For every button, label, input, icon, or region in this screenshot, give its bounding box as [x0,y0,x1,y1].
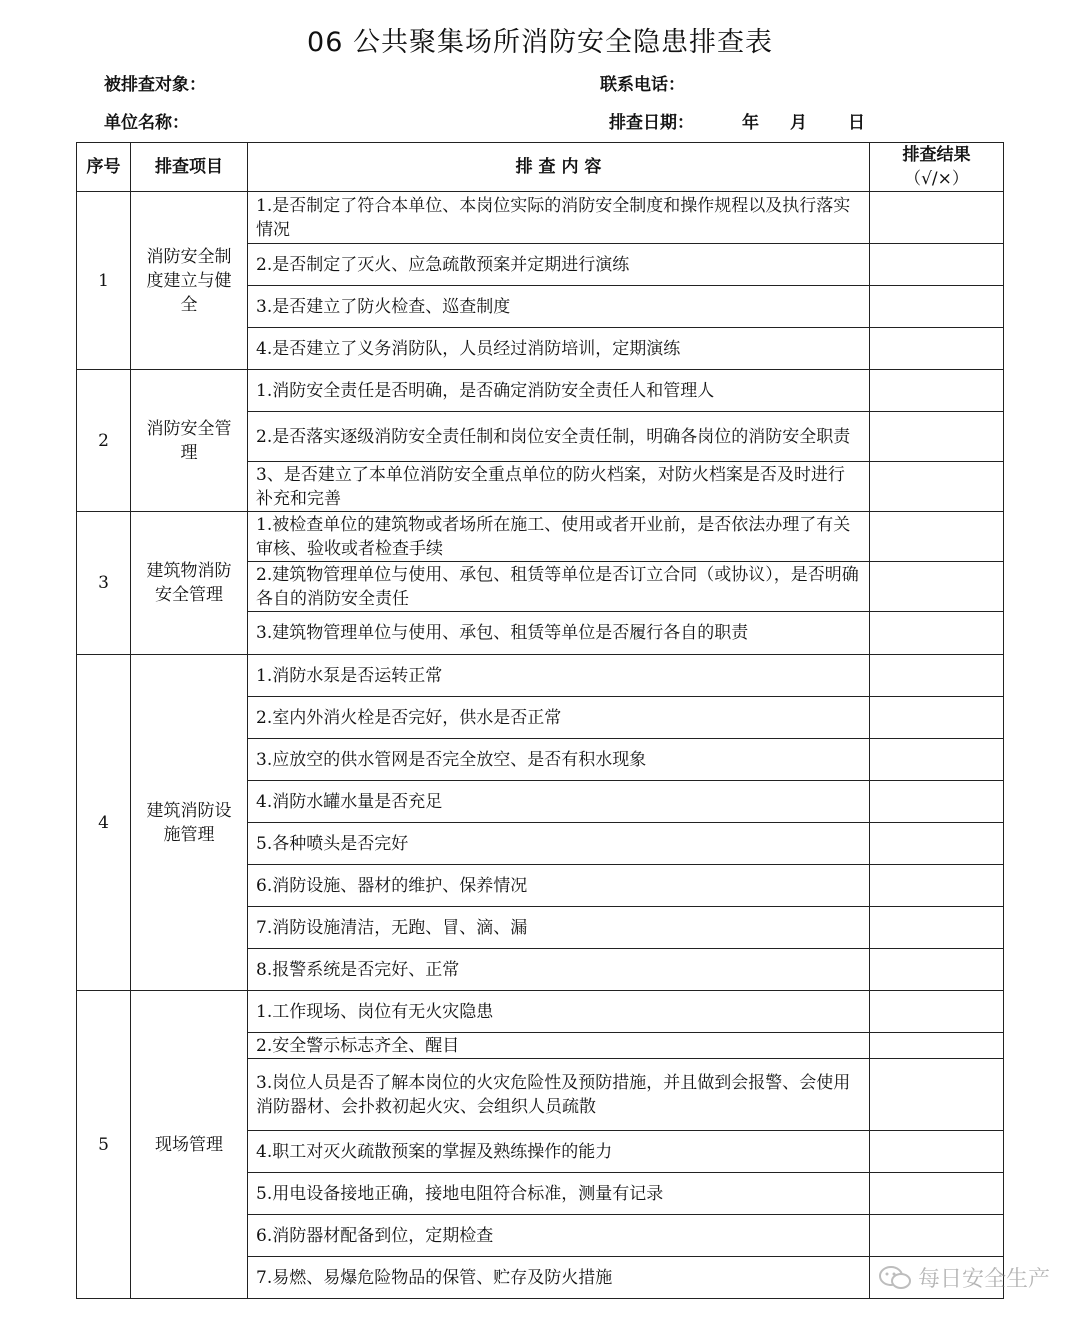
header-seq: 序号 [77,143,131,192]
check-item: 4.消防水罐水量是否充足 [248,781,870,823]
check-item: 3.应放空的供水管网是否完全放空、是否有积水现象 [248,739,870,781]
result-cell[interactable] [870,655,1004,697]
result-cell[interactable] [870,1215,1004,1257]
section-number: 4 [77,655,131,991]
watermark [878,1262,1050,1293]
check-item: 2.是否落实逐级消防安全责任制和岗位安全责任制，明确各岗位的消防安全职责 [248,412,870,462]
result-cell[interactable] [870,1173,1004,1215]
check-item: 4.职工对灭火疏散预案的掌握及熟练操作的能力 [248,1131,870,1173]
check-item: 5.各种喷头是否完好 [248,823,870,865]
result-cell[interactable] [870,612,1004,655]
check-item: 3.岗位人员是否了解本岗位的火灾危险性及预防措施，并且做到会报警、会使用消防器材、会扑救初起火灾、会组织人员疏散 [248,1059,870,1131]
check-item: 1.工作现场、岗位有无火灾隐患 [248,991,870,1033]
check-item: 7.易燃、易爆危险物品的保管、贮存及防火措施 [248,1257,870,1299]
check-item: 6.消防设施、器材的维护、保养情况 [248,865,870,907]
table-row [77,655,1004,697]
section-category: 建筑消防设施管理 [131,655,248,991]
check-item: 7.消防设施清洁，无跑、冒、滴、漏 [248,907,870,949]
section-number: 1 [77,192,131,370]
header-result: 排查结果 （√/×） [870,143,1004,192]
result-cell[interactable] [870,1059,1004,1131]
check-item: 6.消防器材配备到位，定期检查 [248,1215,870,1257]
result-cell[interactable] [870,244,1004,286]
target-label: 被排查对象： [104,75,206,95]
unit-label: 单位名称： [104,113,189,133]
result-cell[interactable] [870,697,1004,739]
watermark-text: 每日安全生产 [917,1267,1050,1292]
section-category: 现场管理 [131,991,248,1299]
table-header-row [77,143,1004,192]
result-cell[interactable] [870,192,1004,244]
section-number: 5 [77,991,131,1299]
check-item: 3.建筑物管理单位与使用、承包、租赁等单位是否履行各自的职责 [248,612,870,655]
result-cell[interactable] [870,781,1004,823]
result-cell[interactable] [870,328,1004,370]
table-body [77,192,1004,1299]
check-item: 2.室内外消火栓是否完好，供水是否正常 [248,697,870,739]
result-cell[interactable] [870,370,1004,412]
result-cell[interactable] [870,462,1004,512]
inspection-table [76,142,1004,1299]
result-cell[interactable] [870,562,1004,612]
result-cell[interactable] [870,739,1004,781]
result-cell[interactable] [870,865,1004,907]
check-item: 3、是否建立了本单位消防安全重点单位的防火档案，对防火档案是否及时进行补充和完善 [248,462,870,512]
table-row [77,192,1004,244]
chat-bubble-icon [878,1264,912,1292]
section-number: 3 [77,512,131,655]
check-item: 8.报警系统是否完好、正常 [248,949,870,991]
result-cell[interactable] [870,823,1004,865]
section-category: 建筑物消防安全管理 [131,512,248,655]
check-item: 2.安全警示标志齐全、醒目 [248,1033,870,1059]
check-item: 1.消防水泵是否运转正常 [248,655,870,697]
result-cell[interactable] [870,949,1004,991]
date-label: 排查日期： [609,113,694,133]
result-cell[interactable] [870,412,1004,462]
check-item: 1.消防安全责任是否明确，是否确定消防安全责任人和管理人 [248,370,870,412]
result-cell[interactable] [870,286,1004,328]
day-label: 日 [848,113,865,133]
section-category: 消防安全管理 [131,370,248,512]
result-cell[interactable] [870,1131,1004,1173]
section-number: 2 [77,370,131,512]
check-item: 2.是否制定了灭火、应急疏散预案并定期进行演练 [248,244,870,286]
year-label: 年 [742,113,759,133]
header-item: 排查项目 [131,143,248,192]
table-row [77,991,1004,1033]
section-category: 消防安全制度建立与健全 [131,192,248,370]
table-row [77,512,1004,562]
check-item: 5.用电设备接地正确，接地电阻符合标准，测量有记录 [248,1173,870,1215]
check-item: 3.是否建立了防火检查、巡查制度 [248,286,870,328]
check-item: 2.建筑物管理单位与使用、承包、租赁等单位是否订立合同（或协议），是否明确各自的消防安全责任 [248,562,870,612]
result-cell[interactable] [870,512,1004,562]
check-item: 1.被检查单位的建筑物或者场所在施工、使用或者开业前，是否依法办理了有关审核、验收或者检查手续 [248,512,870,562]
header-content: 排 查 内 容 [248,143,870,192]
result-cell[interactable] [870,1033,1004,1059]
month-label: 月 [790,113,807,133]
table-row [77,370,1004,412]
result-cell[interactable] [870,991,1004,1033]
check-item: 4.是否建立了义务消防队，人员经过消防培训，定期演练 [248,328,870,370]
phone-label: 联系电话： [600,75,685,95]
check-item: 1.是否制定了符合本单位、本岗位实际的消防安全制度和操作规程以及执行落实情况 [248,192,870,244]
result-cell[interactable] [870,907,1004,949]
page-title: 06 公共聚集场所消防安全隐患排查表 [307,27,773,58]
